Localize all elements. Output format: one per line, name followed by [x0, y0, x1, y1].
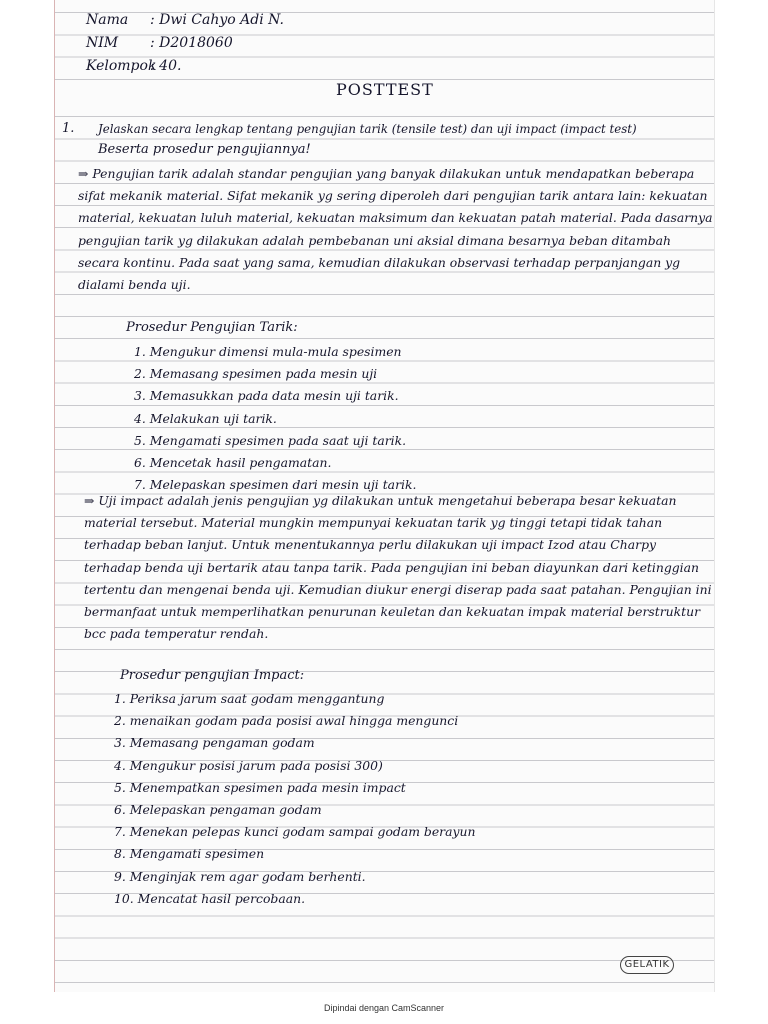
list-item: 2. Memasang spesimen pada mesin uji [134, 366, 378, 382]
list-item: 8. Mengamati spesimen [114, 846, 265, 862]
list-item: 4. Mengukur posisi jarum pada posisi 300) [114, 757, 383, 773]
list-item: 6. Mencetak hasil pengamatan. [134, 455, 332, 471]
list-item: 7. Menekan pelepas kunci godam sampai godam berayun [114, 824, 476, 840]
page-margin-line [54, 0, 55, 992]
procedure-impact-list [114, 688, 475, 910]
list-item: 5. Mengamati spesimen pada saat uji tarik. [134, 432, 407, 448]
list-item: 3. Memasang pengaman godam [114, 735, 315, 751]
name-value: : Dwi Cahyo Adi N. [150, 12, 284, 28]
answer-impact-marker: ⇒ [84, 493, 95, 508]
answer-impact [84, 490, 714, 645]
question-line-2: Beserta prosedur pengujiannya! [98, 142, 311, 157]
answer-tensile-text: Pengujian tarik adalah standar pengujian yang banyak dilakukan untuk mendapatkan beberapa sifat mekanik material. Sifat mekanik yg sering diperoleh dari pengujian tarik antara lain: kekuatan material, kekuatan luluh material, kekuatan maksimum dan kekuatan patah material. Pada dasarnya pengujian tarik yg dilakukan adalah pembebanan uni aksial dimana besarnya beban ditambah secara kontinu. Pada saat yang sama, kemudian dilakukan observasi terhadap perpanjangan yg dialami benda uji. [78, 166, 713, 293]
page-title: POSTTEST [336, 80, 434, 99]
list-item: 2. menaikan godam pada posisi awal hingga mengunci [114, 713, 459, 729]
procedure-tensile-title: Prosedur Pengujian Tarik: [126, 320, 298, 335]
procedure-tensile-list [134, 341, 416, 496]
name-label: Nama [86, 12, 129, 28]
answer-tensile-marker: ⇒ [78, 166, 89, 181]
question-number: 1. [62, 121, 75, 136]
answer-impact-text: Uji impact adalah jenis pengujian yg dilakukan untuk mengetahui beberapa besar kekuatan material tersebut. Material mungkin mempunyai kekuatan tarik yg tinggi tetapi tidak tahan terhadap beban lanjut. Untuk menentukannya perlu dilakukan uji impact Izod atau Charpy terhadap benda uji bertarik atau tanpa tarik. Pada pengujian ini beban diayunkan dari ketinggian tertentu dan mengenai benda uji. Kemudian diukur energi diserap pada saat patahan. Pengujian ini bermanfaat untuk memperlihatkan penurunan keuletan dan kekuatan impak material berstruktur bcc pada temperatur rendah. [84, 493, 712, 642]
group-value: : 40. [150, 58, 182, 74]
nim-value: : D2018060 [150, 35, 233, 51]
list-item: 1. Mengukur dimensi mula-mula spesimen [134, 344, 402, 359]
list-item: 5. Menempatkan spesimen pada mesin impact [114, 779, 406, 795]
procedure-impact-title: Prosedur pengujian Impact: [120, 668, 305, 683]
list-item: 6. Melepaskan pengaman godam [114, 802, 322, 818]
question-line-1: Jelaskan secara lengkap tentang pengujian tarik (tensile test) dan uji impact (impact test) [98, 122, 637, 136]
notebook-page [54, 0, 715, 992]
list-item: 9. Menginjak rem agar godam berhenti. [114, 868, 366, 884]
nim-label: NIM [86, 35, 119, 51]
paper-brand-badge: GELATIK [620, 956, 674, 974]
group-label: Kelompok [86, 58, 157, 74]
answer-tensile [78, 163, 714, 296]
list-item: 7. Melepaskan spesimen dari mesin uji tarik. [134, 477, 417, 493]
list-item: 10. Mencatat hasil percobaan. [114, 890, 306, 906]
scanner-watermark: Dipindai dengan CamScanner [323, 1003, 445, 1013]
list-item: 3. Memasukkan pada data mesin uji tarik. [134, 388, 399, 404]
list-item: 1. Periksa jarum saat godam menggantung [114, 691, 385, 706]
list-item: 4. Melakukan uji tarik. [134, 410, 277, 426]
